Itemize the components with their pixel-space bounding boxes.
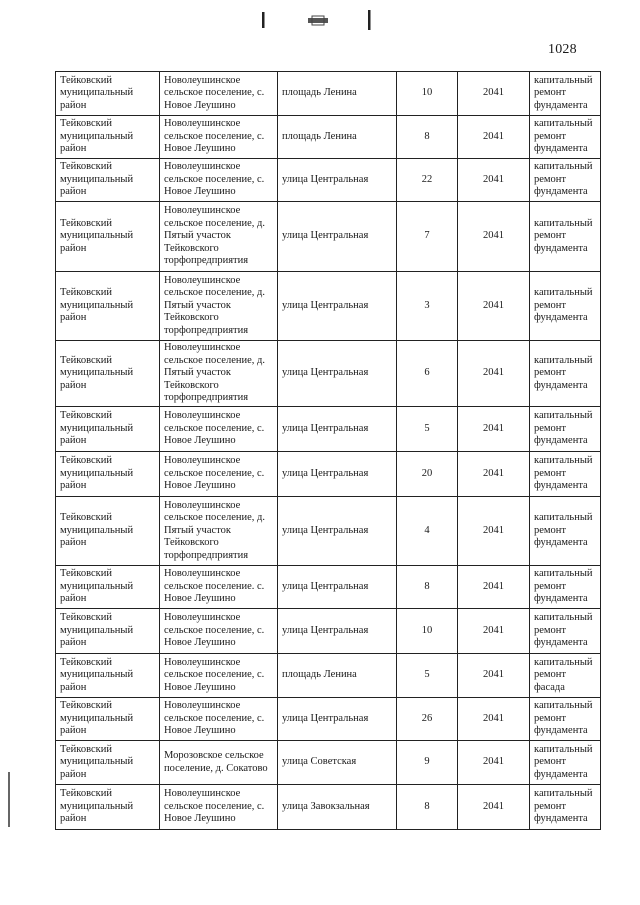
table-row: [56, 116, 601, 159]
year-cell: 2041: [458, 566, 530, 609]
house-number-cell: 8: [397, 785, 458, 830]
table-row: [56, 741, 601, 785]
district-cell: Тейковский муниципальный район: [56, 609, 160, 654]
table-row: [56, 609, 601, 654]
street-cell: площадь Ленина: [278, 116, 397, 159]
table-row: [56, 72, 601, 116]
street-cell: улица Завокзальная: [278, 785, 397, 830]
work-type-cell: капитальный ремонт фундамента: [530, 497, 601, 566]
street-cell: улица Центральная: [278, 566, 397, 609]
settlement-cell: Новолеушинское сельское поселение. с. Новое Леушино: [160, 566, 278, 609]
settlement-cell: Новолеушинское сельское поселение, с. Новое Леушино: [160, 116, 278, 159]
settlement-cell: Морозовское сельское поселение, д. Сокатово: [160, 741, 278, 785]
year-cell: 2041: [458, 159, 530, 202]
work-type-cell: капитальный ремонт фундамента: [530, 272, 601, 341]
settlement-cell: Новолеушинское сельское поселение, с. Новое Леушино: [160, 159, 278, 202]
table-row: [56, 654, 601, 698]
year-cell: 2041: [458, 497, 530, 566]
table-row: [56, 341, 601, 407]
house-number-cell: 10: [397, 72, 458, 116]
street-cell: улица Центральная: [278, 159, 397, 202]
year-cell: 2041: [458, 609, 530, 654]
street-cell: улица Центральная: [278, 272, 397, 341]
settlement-cell: Новолеушинское сельское поселение, с. Новое Леушино: [160, 407, 278, 452]
district-cell: Тейковский муниципальный район: [56, 159, 160, 202]
district-cell: Тейковский муниципальный район: [56, 341, 160, 407]
street-cell: улица Центральная: [278, 609, 397, 654]
table-row: [56, 497, 601, 566]
year-cell: 2041: [458, 202, 530, 272]
street-cell: улица Советская: [278, 741, 397, 785]
year-cell: 2041: [458, 452, 530, 497]
district-cell: Тейковский муниципальный район: [56, 497, 160, 566]
settlement-cell: Новолеушинское сельское поселение, с. Новое Леушино: [160, 609, 278, 654]
district-cell: Тейковский муниципальный район: [56, 654, 160, 698]
district-cell: Тейковский муниципальный район: [56, 452, 160, 497]
settlement-cell: Новолеушинское сельское поселение, с. Новое Леушино: [160, 654, 278, 698]
year-cell: 2041: [458, 341, 530, 407]
district-cell: Тейковский муниципальный район: [56, 407, 160, 452]
street-cell: улица Центральная: [278, 698, 397, 741]
settlement-cell: Новолеушинское сельское поселение, с. Новое Леушино: [160, 698, 278, 741]
register-body: [56, 72, 601, 830]
year-cell: 2041: [458, 407, 530, 452]
house-number-cell: 5: [397, 654, 458, 698]
settlement-cell: Новолеушинское сельское поселение, д. Пятый участок Тейковского торфопредприятия: [160, 202, 278, 272]
work-type-cell: капитальный ремонт фундамента: [530, 452, 601, 497]
district-cell: Тейковский муниципальный район: [56, 72, 160, 116]
year-cell: 2041: [458, 698, 530, 741]
work-type-cell: капитальный ремонт фасада: [530, 654, 601, 698]
settlement-cell: Новолеушинское сельское поселение, д. Пятый участок Тейковского торфопредприятия: [160, 341, 278, 407]
year-cell: 2041: [458, 741, 530, 785]
table-row: [56, 698, 601, 741]
work-type-cell: капитальный ремонт фундамента: [530, 609, 601, 654]
year-cell: 2041: [458, 116, 530, 159]
work-type-cell: капитальный ремонт фундамента: [530, 116, 601, 159]
table-row: [56, 272, 601, 341]
street-cell: улица Центральная: [278, 341, 397, 407]
district-cell: Тейковский муниципальный район: [56, 698, 160, 741]
house-number-cell: 22: [397, 159, 458, 202]
repair-register-table: [55, 71, 601, 830]
table-row: [56, 452, 601, 497]
district-cell: Тейковский муниципальный район: [56, 202, 160, 272]
house-number-cell: 6: [397, 341, 458, 407]
house-number-cell: 4: [397, 497, 458, 566]
header-stamp-mark: [262, 8, 382, 32]
house-number-cell: 8: [397, 116, 458, 159]
work-type-cell: капитальный ремонт фундамента: [530, 72, 601, 116]
house-number-cell: 9: [397, 741, 458, 785]
page-number: 1028: [548, 42, 577, 57]
table-row: [56, 785, 601, 830]
scan-margin-mark: [8, 772, 10, 827]
settlement-cell: Новолеушинское сельское поселение, с. Новое Леушино: [160, 452, 278, 497]
work-type-cell: капитальный ремонт фундамента: [530, 159, 601, 202]
house-number-cell: 8: [397, 566, 458, 609]
table-row: [56, 159, 601, 202]
table-row: [56, 566, 601, 609]
district-cell: Тейковский муниципальный район: [56, 785, 160, 830]
work-type-cell: капитальный ремонт фундамента: [530, 407, 601, 452]
table-row: [56, 407, 601, 452]
street-cell: улица Центральная: [278, 202, 397, 272]
year-cell: 2041: [458, 654, 530, 698]
house-number-cell: 26: [397, 698, 458, 741]
settlement-cell: Новолеушинское сельское поселение, д. Пятый участок Тейковского торфопредприятия: [160, 272, 278, 341]
district-cell: Тейковский муниципальный район: [56, 272, 160, 341]
street-cell: площадь Ленина: [278, 72, 397, 116]
work-type-cell: капитальный ремонт фундамента: [530, 341, 601, 407]
year-cell: 2041: [458, 785, 530, 830]
street-cell: улица Центральная: [278, 407, 397, 452]
work-type-cell: капитальный ремонт фундамента: [530, 566, 601, 609]
work-type-cell: капитальный ремонт фундамента: [530, 698, 601, 741]
street-cell: улица Центральная: [278, 497, 397, 566]
year-cell: 2041: [458, 72, 530, 116]
settlement-cell: Новолеушинское сельское поселение, с. Новое Леушино: [160, 785, 278, 830]
street-cell: площадь Ленина: [278, 654, 397, 698]
work-type-cell: капитальный ремонт фундамента: [530, 741, 601, 785]
house-number-cell: 10: [397, 609, 458, 654]
settlement-cell: Новолеушинское сельское поселение, д. Пятый участок Тейковского торфопредприятия: [160, 497, 278, 566]
table-row: [56, 202, 601, 272]
work-type-cell: капитальный ремонт фундамента: [530, 202, 601, 272]
house-number-cell: 7: [397, 202, 458, 272]
house-number-cell: 5: [397, 407, 458, 452]
street-cell: улица Центральная: [278, 452, 397, 497]
district-cell: Тейковский муниципальный район: [56, 566, 160, 609]
house-number-cell: 20: [397, 452, 458, 497]
district-cell: Тейковский муниципальный район: [56, 741, 160, 785]
district-cell: Тейковский муниципальный район: [56, 116, 160, 159]
year-cell: 2041: [458, 272, 530, 341]
settlement-cell: Новолеушинское сельское поселение, с. Новое Леушино: [160, 72, 278, 116]
work-type-cell: капитальный ремонт фундамента: [530, 785, 601, 830]
house-number-cell: 3: [397, 272, 458, 341]
